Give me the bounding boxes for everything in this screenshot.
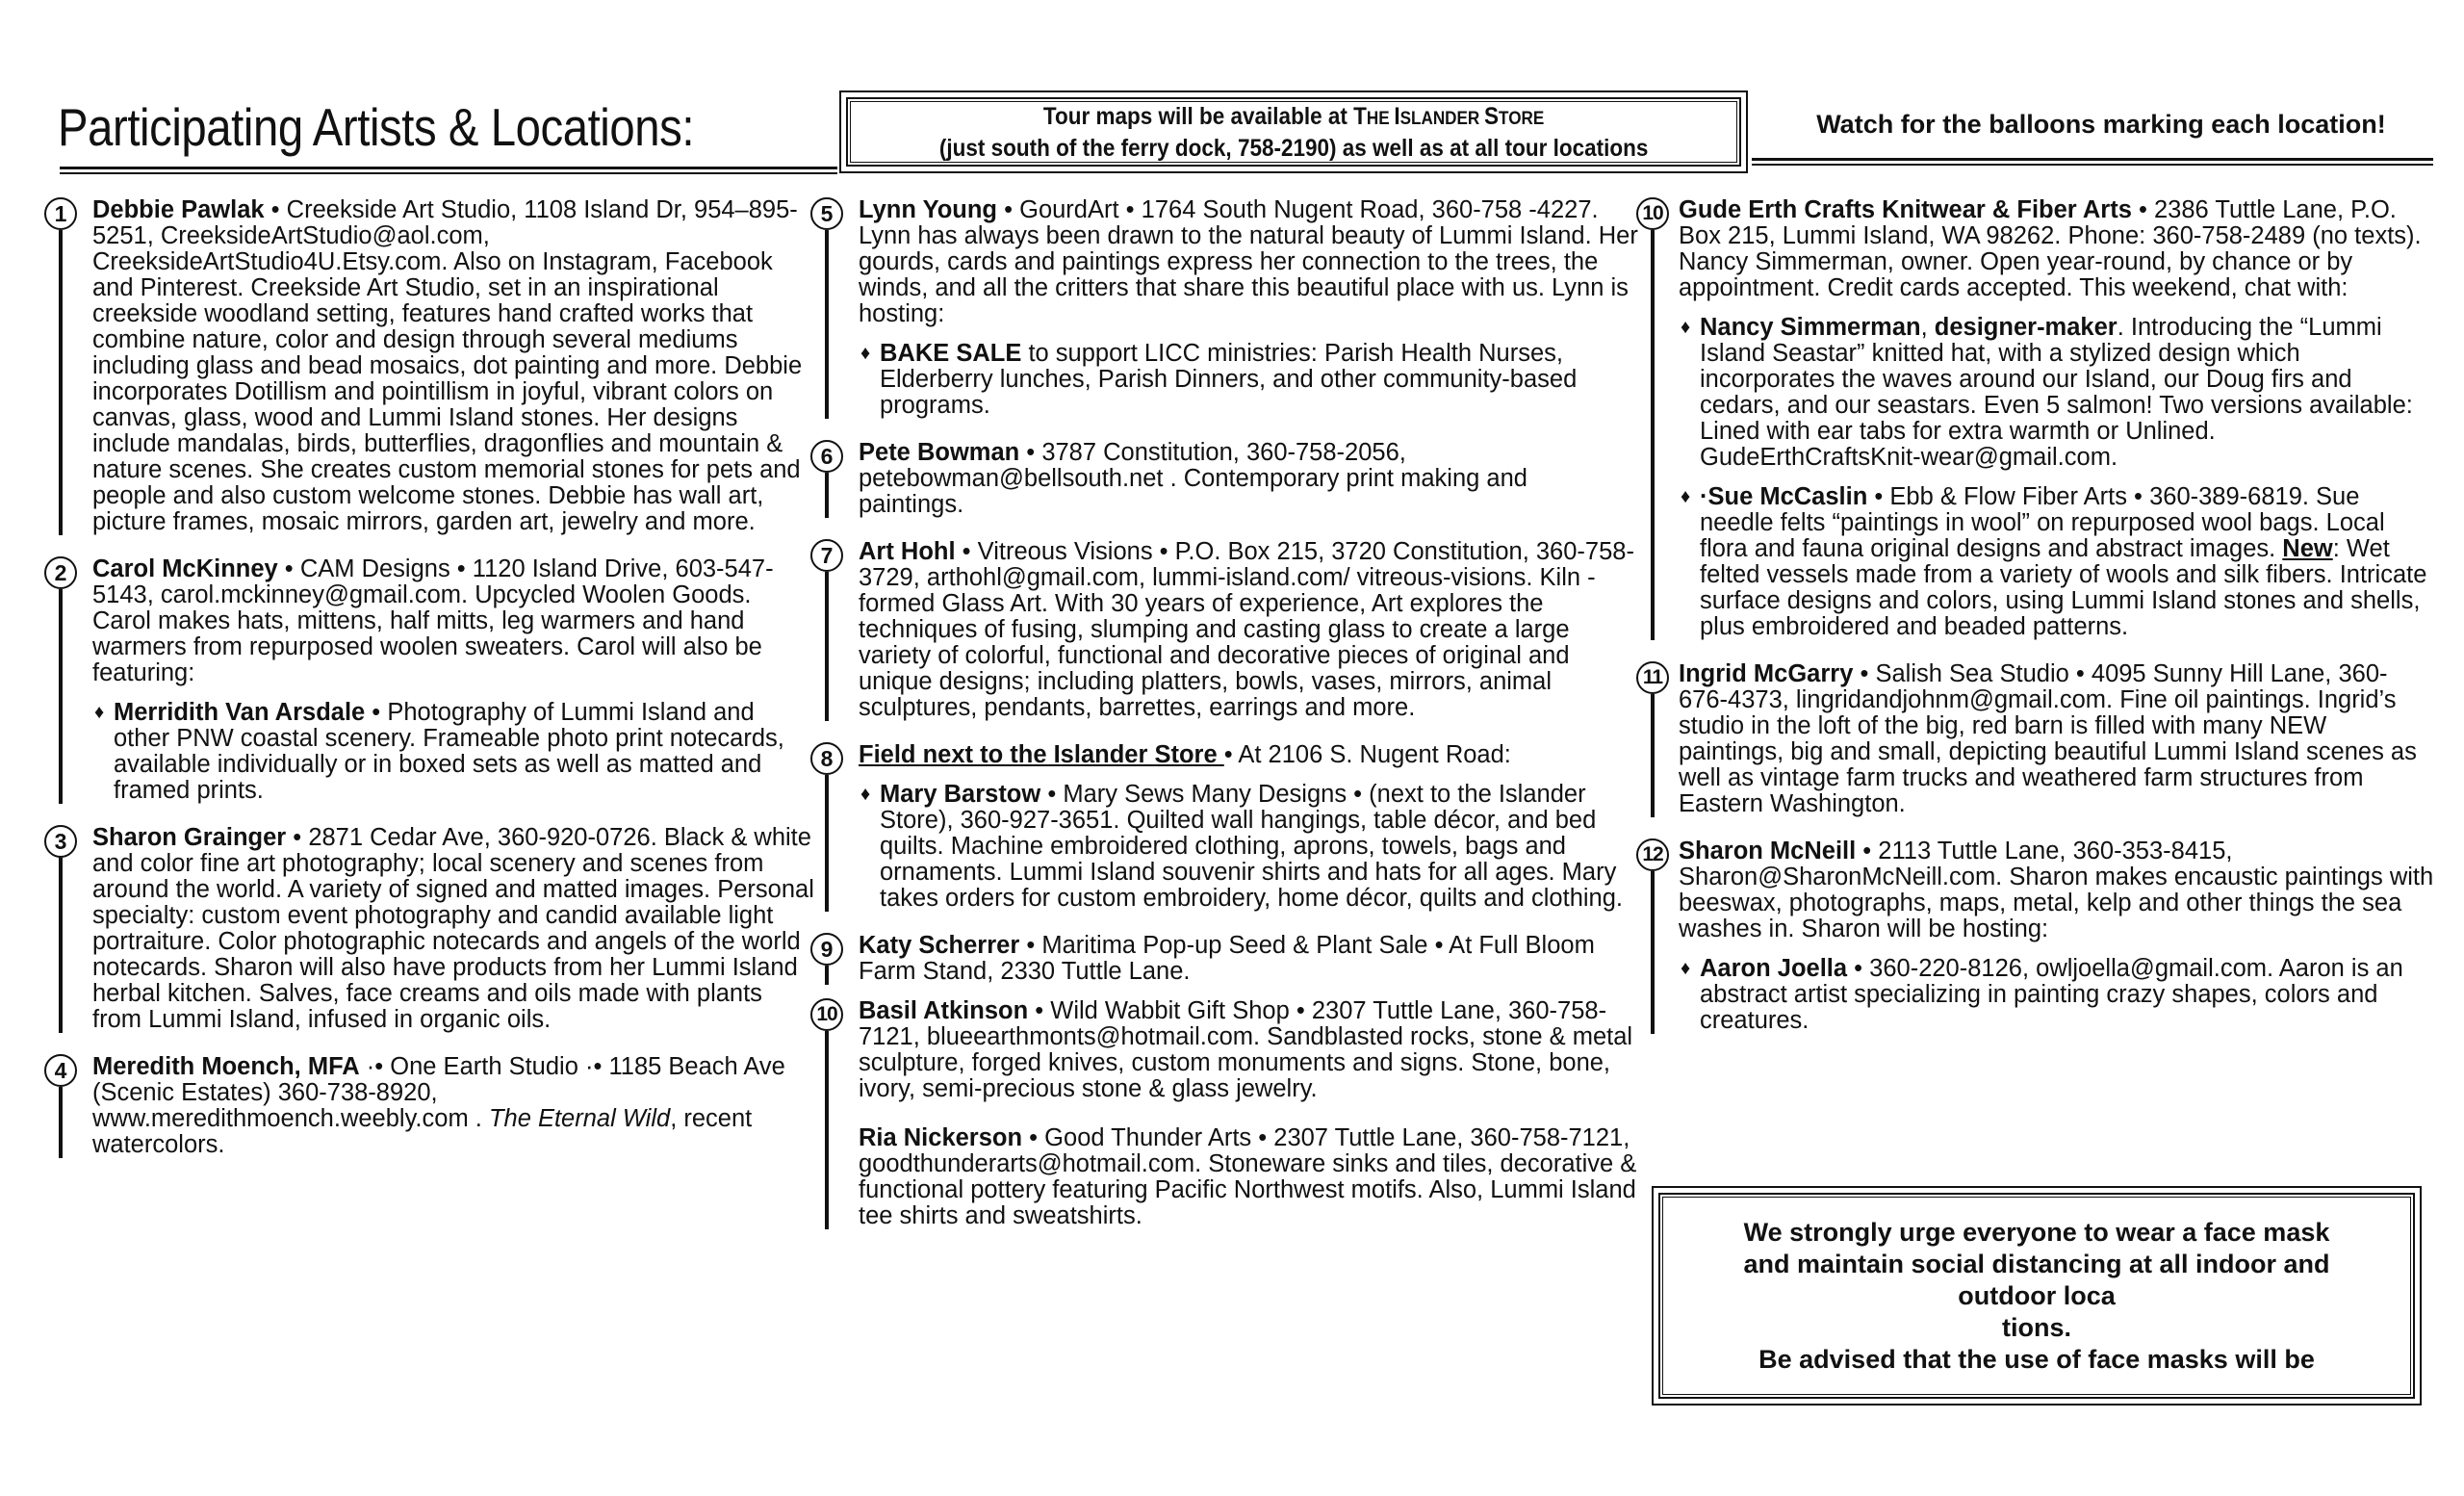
marker-stem — [59, 589, 63, 804]
artist-details-end: , recent watercolors. — [92, 1105, 753, 1158]
balloons-note: Watch for the balloons marking each location! — [1816, 110, 2386, 139]
balloon-marker-icon — [44, 825, 79, 1033]
diamond-bullet-icon: ♦ — [860, 784, 871, 805]
entry-text — [92, 1054, 814, 1158]
notice-line: Be advised that the use of face masks will be — [1758, 1345, 2315, 1374]
featured-artist — [1679, 315, 2435, 471]
marker-stem — [825, 966, 829, 985]
tour-maps-line-2: (just south of the ferry dock, 758-2190) as well as at all tour locations — [938, 134, 1649, 162]
notice-line: We strongly urge everyone to wear a face mask — [1743, 1218, 2330, 1247]
featured-artist-details: • Ebb & Flow Fiber Arts • 360-389-6819. Sue needle felts “paintings in wool” on repurposed wool bags. Local flora and fauna original designs and abstract images. — [1700, 483, 2385, 562]
artist-details: • Wild Wabbit Gift Shop • 2307 Tuttle Lane, 360-758-7121, blueearthmonts@hotmail.com. Sandblasted rocks, stone & metal sculpture, forged knives, custom monuments and signs. Stone, bone, ivory, semi-precious stone & glass jewelry. — [859, 997, 1633, 1102]
column-1 — [44, 197, 814, 1179]
marker-stem — [59, 1087, 63, 1158]
artist-entry-11 — [1636, 661, 2435, 817]
location-number: 7 — [810, 539, 843, 572]
featured-artist-name: Nancy Simmerman — [1700, 314, 1921, 341]
entry-text — [1679, 661, 2435, 817]
featured-artist — [1679, 484, 2435, 640]
location-details: • At 2106 S. Nugent Road: — [1223, 741, 1511, 768]
featured-artist — [1679, 956, 2435, 1034]
entry-text — [859, 440, 1638, 518]
artist-name: Lynn Young — [859, 196, 998, 223]
entry-text — [859, 998, 1638, 1102]
balloon-marker-icon — [44, 197, 79, 535]
location-number: 11 — [1636, 661, 1669, 694]
balloon-marker-icon — [1636, 661, 1671, 817]
store-name-letter: I — [1394, 102, 1400, 130]
artist-details: ·• One Earth Studio ·• 1185 Beach Ave (Scenic Estates) 360-738-8920, www.meredithmoench.weebly.com . — [92, 1053, 785, 1132]
location-name: Field next to the Islander Store — [859, 741, 1224, 768]
artist-entry-12 — [1636, 838, 2435, 1034]
column-2 — [810, 197, 1638, 1251]
location-number: 3 — [44, 825, 77, 858]
artist-entry-8 — [810, 742, 1638, 912]
store-name-letter: S — [1483, 102, 1499, 130]
diamond-bullet-icon: ♦ — [860, 343, 871, 364]
artist-entry-10a — [810, 998, 1638, 1229]
diamond-bullet-icon: ♦ — [1681, 486, 1691, 507]
artist-entry-9 — [810, 933, 1638, 985]
featured-artist-details: • Mary Sews Many Designs • (next to the Islander Store), 360-927-3651. Quilted wall hangings, table décor, and bed quilts. Machine embroidered clothing, aprons, towels, bags and ornaments. Lummi Island souvenir shirts and hats for all ages. Mary takes orders for custom embroidery, home décor, quilts and clothing. — [880, 781, 1623, 912]
entry-text — [92, 197, 814, 535]
marker-stem — [1651, 871, 1655, 1034]
artist-details: • Maritima Pop-up Seed & Plant Sale • At Full Bloom Farm Stand, 2330 Tuttle Lane. — [859, 932, 1595, 985]
entry-text — [1679, 838, 2435, 942]
artist-entry-6 — [810, 440, 1638, 518]
entry-text — [1679, 197, 2435, 301]
artist-name: Carol McKinney — [92, 555, 278, 582]
studio-name: Gude Erth Crafts Knitwear & Fiber Arts — [1679, 196, 2132, 223]
store-name-part: SLANDER — [1399, 108, 1484, 129]
diamond-bullet-icon: ♦ — [1681, 317, 1691, 338]
face-mask-notice — [1652, 1186, 2422, 1406]
featured-artist-details: . Introducing the “Lummi Island Seastar” knitted hat, with a stylized design which incorporates the waves around our Island, our Doug firs and cedars, and our seastars. Even 5 salmon! Two versions available: Lined with ear tabs for extra warmth or Unlined. GudeErthCraftsKnit-wear@gmail.com. — [1700, 314, 2413, 471]
artist-entry-4 — [44, 1054, 814, 1158]
marker-stem — [825, 230, 829, 419]
marker-stem — [59, 858, 63, 1033]
location-number: 1 — [44, 197, 77, 230]
artist-name: Basil Atkinson — [859, 997, 1029, 1024]
marker-stem — [825, 1031, 829, 1229]
artist-entry-10b — [1636, 197, 2435, 640]
location-number: 9 — [810, 933, 843, 966]
featured-artist-name: Aaron Joella — [1700, 955, 1848, 982]
featured-event-details: to support LICC ministries: Parish Health Nurses, Elderberry lunches, Parish Dinners, and other community-based programs. — [880, 340, 1578, 419]
entry-text — [859, 742, 1638, 768]
location-number: 12 — [1636, 838, 1669, 871]
balloon-marker-icon — [810, 998, 845, 1229]
artist-details: • Vitreous Visions • P.O. Box 215, 3720 Constitution, 360-758-3729, arthohl@gmail.com, lummi-island.com/ vitreous-visions. Kiln -formed Glass Art. With 30 years of experience, Art explores the techniques of fusing, slumping and casting glass to create a large variety of colorful, functional and decorative pieces of original and unique designs; including platters, bowls, vases, mirrors, animal sculptures, pendants, barrettes, earrings and more. — [859, 538, 1634, 721]
diamond-bullet-icon: ♦ — [94, 702, 105, 723]
artist-name: Katy Scherrer — [859, 932, 1020, 959]
artist-details: • Creekside Art Studio, 1108 Island Dr, 954–895-5251, CreeksideArtStudio@aol.com, CreeksideArtStudio4U.Etsy.com. Also on Instagram, Facebook and Pinterest. Creekside Art Studio, set in an inspirational creekside woodland setting, features hand crafted works that combine nature, color and design through several mediums including glass and bead mosaics, dot painting and more. Debbie incorporates Dotillism and pointillism in joyful, vibrant colors on canvas, glass, wood and Lummi Island stones. Her designs include mandalas, birds, butterflies, dragonflies and mountain & nature scenes. She creates custom memorial stones for pets and people and also custom welcome stones. Debbie has wall art, picture frames, mosaic mirrors, garden art, jewelry and more. — [92, 196, 803, 535]
artist-name: Pete Bowman — [859, 439, 1020, 466]
featured-artist — [859, 782, 1638, 912]
featured-event-name: BAKE SALE — [880, 340, 1022, 367]
featured-artist-details: • Photography of Lummi Island and other PNW coastal scenery. Frameable photo print notecards, available individually or in boxed sets as well as matted and framed prints. — [114, 699, 784, 804]
featured-artist-name: Mary Barstow — [880, 781, 1041, 808]
artist-name: Art Hohl — [859, 538, 956, 565]
balloon-marker-icon — [44, 556, 79, 804]
marker-stem — [825, 473, 829, 518]
location-number: 10 — [810, 998, 843, 1031]
featured-artist — [92, 700, 814, 804]
marker-stem — [1651, 694, 1655, 817]
featured-event — [859, 341, 1638, 419]
artist-details: • 2113 Tuttle Lane, 360-353-8415, Sharon@SharonMcNeill.com. Sharon makes encaustic paintings with beeswax, photographs, maps, metal, kelp and other things the sea washes in. Sharon will be hosting: — [1679, 838, 2434, 942]
notice-line: outdoor loca — [1958, 1281, 2116, 1310]
balloon-marker-icon — [810, 440, 845, 518]
column-3 — [1636, 197, 2435, 1055]
balloon-marker-icon — [1636, 838, 1671, 1034]
artist-entry-7 — [810, 539, 1638, 721]
store-name-letter: T — [1353, 102, 1367, 130]
new-label: New — [2282, 535, 2333, 562]
artist-entry-2 — [44, 556, 814, 804]
artist-details: • Salish Sea Studio • 4095 Sunny Hill Lane, 360-676-4373, lingridandjohnm@gmail.com. Fine oil paintings. Ingrid’s studio in the loft of the big, red barn is filled with many NEW paintings, big and small, depicting beautiful Lummi Island scenes as well as vintage farm trucks and weathered farm structures from Eastern Washington. — [1679, 660, 2417, 817]
marker-stem — [825, 775, 829, 912]
marker-stem — [59, 230, 63, 535]
exhibit-title: The Eternal Wild — [488, 1105, 671, 1132]
location-number: 6 — [810, 440, 843, 473]
artist-name: Debbie Pawlak — [92, 196, 265, 223]
store-name-part: HE — [1366, 108, 1395, 129]
entry-text — [859, 197, 1638, 327]
balloon-marker-icon — [44, 1054, 79, 1158]
title-rule — [60, 167, 837, 169]
tour-maps-prefix: Tour maps will be available at — [1042, 102, 1354, 130]
artist-entry-5 — [810, 197, 1638, 419]
header-rule-right — [1752, 158, 2433, 161]
artist-name: Sharon Grainger — [92, 824, 287, 851]
entry-text — [92, 825, 814, 1033]
artist-details: • CAM Designs • 1120 Island Drive, 603-547-5143, carol.mckinney@gmail.com. Upcycled Woolen Goods. Carol makes hats, mittens, half mitts, leg warmers and hand warmers from repurposed woolen sweaters. Carol will also be featuring: — [92, 555, 774, 686]
balloon-marker-icon — [810, 539, 845, 721]
artist-details: • 3787 Constitution, 360-758-2056, petebowman@bellsouth.net . Contemporary print making and paintings. — [859, 439, 1527, 518]
entry-text — [859, 933, 1638, 985]
featured-artist-role: designer-maker — [1934, 314, 2118, 341]
artist-name: Ingrid McGarry — [1679, 660, 1854, 687]
notice-line: and maintain social distancing at all indoor and — [1743, 1250, 2330, 1278]
featured-artist-name: Merridith Van Arsdale — [114, 699, 366, 726]
location-number: 5 — [810, 197, 843, 230]
marker-stem — [825, 572, 829, 721]
balloon-marker-icon — [810, 933, 845, 985]
featured-artist-name: ·Sue McCaslin — [1700, 483, 1868, 510]
artist-name: Sharon McNeill — [1679, 838, 1857, 864]
artist-details: • 2871 Cedar Ave, 360-920-0726. Black & white and color fine art photography; local scenery and scenes from around the world. A variety of signed and matted images. Personal specialty: custom event photography and candid available light portraiture. Color photographic notecards and angels of the world notecards. Sharon will also have products from her Lummi Island herbal kitchen. Salves, face creams and oils made with plants from Lummi Island, infused in organic oils. — [92, 824, 814, 1033]
notice-line: tions. — [2002, 1313, 2071, 1342]
location-number: 4 — [44, 1054, 77, 1087]
artist-entry-1 — [44, 197, 814, 535]
artist-details: • GourdArt • 1764 South Nugent Road, 360-758 -4227. Lynn has always been drawn to the natural beauty of Lummi Island. Her gourds, cards and paintings express her connection to the trees, the winds, and all the critters that share this beautiful place with us. Lynn is hosting: — [859, 196, 1638, 327]
notice-content — [1662, 1197, 2411, 1395]
location-number: 2 — [44, 556, 77, 589]
marker-stem — [1651, 230, 1655, 640]
store-name-part: TORE — [1498, 108, 1545, 129]
tour-maps-box-content — [850, 101, 1737, 163]
balloon-marker-icon — [1636, 197, 1671, 640]
studio-details: • 2386 Tuttle Lane, P.O. Box 215, Lummi Island, WA 98262. Phone: 360-758-2489 (no texts). Nancy Simmerman, owner. Open year-round, by chance or by appointment. Credit cards accepted. This weekend, chat with: — [1679, 196, 2422, 301]
artist-name: Ria Nickerson — [859, 1124, 1023, 1151]
header-rule-right-secondary — [1752, 164, 2433, 166]
location-number: 10 — [1636, 197, 1669, 230]
featured-artist-details: • 360-220-8126, owljoella@gmail.com. Aaron is an abstract artist specializing in painting crazy shapes, colors and creatures. — [1700, 955, 2403, 1034]
location-number: 8 — [810, 742, 843, 775]
entry-text — [859, 539, 1638, 721]
entry-text — [92, 556, 814, 686]
artist-details: • Good Thunder Arts • 2307 Tuttle Lane, 360-758-7121, goodthunderarts@hotmail.com. Stoneware sinks and tiles, decorative & functional pottery featuring Pacific Northwest motifs. Also, Lummi Island tee shirts and sweatshirts. — [859, 1124, 1637, 1229]
artist-entry-3 — [44, 825, 814, 1033]
diamond-bullet-icon: ♦ — [1681, 958, 1691, 979]
page-title: Participating Artists & Locations: — [58, 97, 695, 157]
tour-maps-line-1 — [1043, 102, 1544, 134]
title-rule-secondary — [60, 172, 837, 174]
balloon-marker-icon — [810, 197, 845, 419]
featured-artist-details-end: : Wet felted vessels made from a variety of wools and silk fibers. Intricate surface designs and colors, using Lummi Island stones and shells, plus embroidered and beaded patterns. — [1700, 535, 2427, 640]
separator: , — [1920, 314, 1935, 341]
artist-name: Meredith Moench, MFA — [92, 1053, 360, 1080]
tour-maps-box — [839, 90, 1748, 173]
entry-text-second-artist — [859, 1125, 1638, 1229]
balloon-marker-icon — [810, 742, 845, 912]
